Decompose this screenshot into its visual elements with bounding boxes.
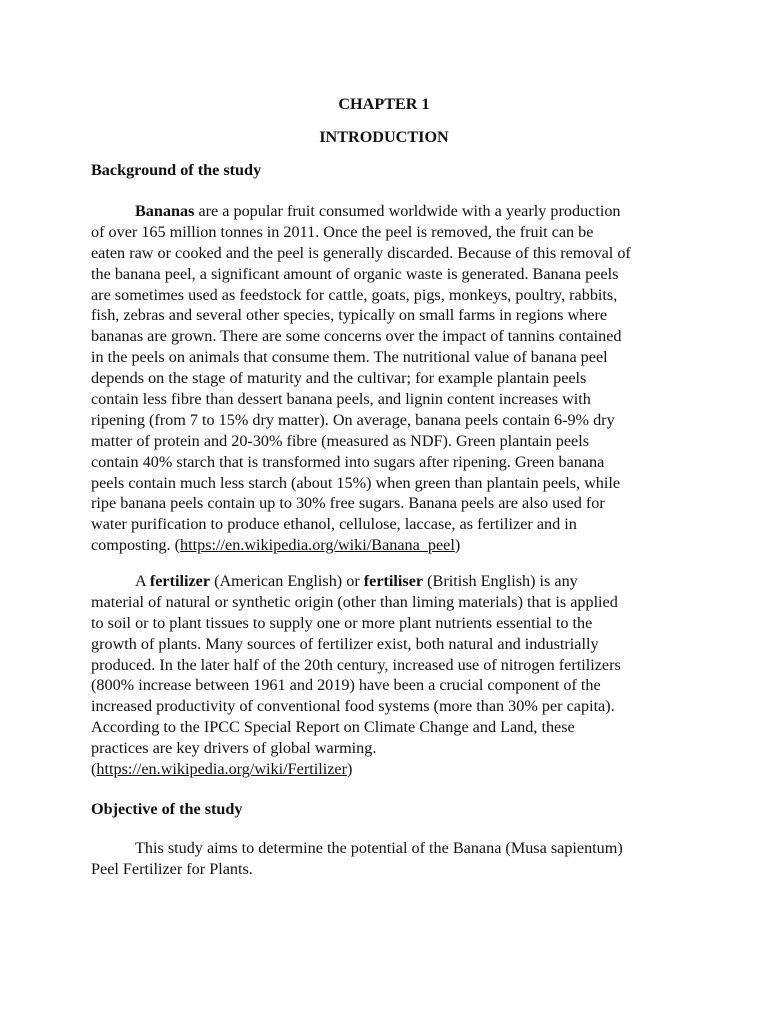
paragraph-line: contain 40% starch that is transformed into sugars after ripening. Green banana bbox=[91, 452, 605, 471]
paragraph-line: Bananas are a popular fruit consumed worldwide with a yearly production bbox=[135, 202, 621, 220]
paragraph-line: water purification to produce ethanol, cellulose, laccase, as fertilizer and in bbox=[91, 515, 577, 534]
paragraph-line: to soil or to plant tissues to supply one or more plant nutrients essential to the bbox=[91, 613, 593, 632]
chapter-heading: CHAPTER 1 bbox=[338, 95, 430, 113]
paragraph-line: peels contain much less starch (about 15%) when green than plantain peels, while bbox=[91, 473, 621, 492]
fertilizer-link[interactable]: https://en.wikipedia.org/wiki/Fertilizer bbox=[96, 760, 347, 779]
bold-term-fertiliser: fertiliser bbox=[363, 572, 424, 590]
bold-term-fertilizer: fertilizer bbox=[149, 572, 211, 590]
paragraph-line: material of natural or synthetic origin (other than liming materials) that is applied bbox=[91, 592, 618, 611]
paragraph-line: (800% increase between 1961 and 2019) have been a crucial component of the bbox=[91, 676, 601, 695]
paragraph-line: the banana peel, a significant amount of organic waste is generated. Banana peels bbox=[91, 264, 619, 283]
paragraph-line: growth of plants. Many sources of fertilizer exist, both natural and industrially bbox=[91, 634, 599, 653]
page-title: INTRODUCTION bbox=[319, 128, 449, 146]
paragraph-line: A fertilizer (American English) or fertiliser (British English) is any bbox=[135, 572, 578, 590]
paragraph-line: eaten raw or cooked and the peel is generally discarded. Because of this removal of bbox=[91, 243, 631, 262]
bananas-paragraph bbox=[91, 201, 681, 556]
bold-term-bananas: Bananas bbox=[135, 202, 195, 220]
paragraph-line: composting. (https://en.wikipedia.org/wiki/Banana_peel) bbox=[91, 536, 461, 555]
paragraph-line: are sometimes used as feedstock for cattle, goats, pigs, monkeys, poultry, rabbits, bbox=[91, 285, 618, 304]
paragraph-line: According to the IPCC Special Report on Climate Change and Land, these bbox=[91, 718, 575, 737]
paragraph-line: practices are key drivers of global warming. bbox=[91, 739, 377, 758]
paragraph-line: increased productivity of conventional food systems (more than 30% per capita). bbox=[91, 697, 615, 716]
paragraph-line: contain less fibre than dessert banana peels, and lignin content increases with bbox=[91, 390, 591, 409]
objective-heading: Objective of the study bbox=[91, 800, 243, 818]
paragraph-line: (https://en.wikipedia.org/wiki/Fertilizer) bbox=[91, 760, 353, 779]
paragraph-line: in the peels on animals that consume them. The nutritional value of banana peel bbox=[91, 348, 608, 367]
banana-peel-link[interactable]: https://en.wikipedia.org/wiki/Banana_peel bbox=[180, 536, 455, 555]
paragraph-line: depends on the stage of maturity and the cultivar; for example plantain peels bbox=[91, 369, 587, 388]
paragraph-line: of over 165 million tonnes in 2011. Once the peel is removed, the fruit can be bbox=[91, 222, 594, 241]
paragraph-line: bananas are grown. There are some concerns over the impact of tannins contained bbox=[91, 327, 622, 346]
paragraph-line: fish, zebras and several other species, typically on small farms in regions where bbox=[91, 306, 608, 325]
objective-paragraph bbox=[91, 838, 681, 880]
paragraph-line: produced. In the later half of the 20th century, increased use of nitrogen fertilizers bbox=[91, 655, 621, 674]
paragraph-line: This study aims to determine the potential of the Banana (Musa sapientum) bbox=[135, 839, 623, 857]
fertilizer-paragraph bbox=[91, 571, 681, 780]
paragraph-line: matter of protein and 20-30% fibre (measured as NDF). Green plantain peels bbox=[91, 431, 590, 450]
paragraph-line: Peel Fertilizer for Plants. bbox=[91, 859, 253, 878]
background-heading: Background of the study bbox=[91, 161, 262, 179]
paragraph-line: ripening (from 7 to 15% dry matter). On average, banana peels contain 6-9% dry bbox=[91, 410, 615, 429]
paragraph-line: ripe banana peels contain up to 30% free sugars. Banana peels are also used for bbox=[91, 494, 605, 513]
